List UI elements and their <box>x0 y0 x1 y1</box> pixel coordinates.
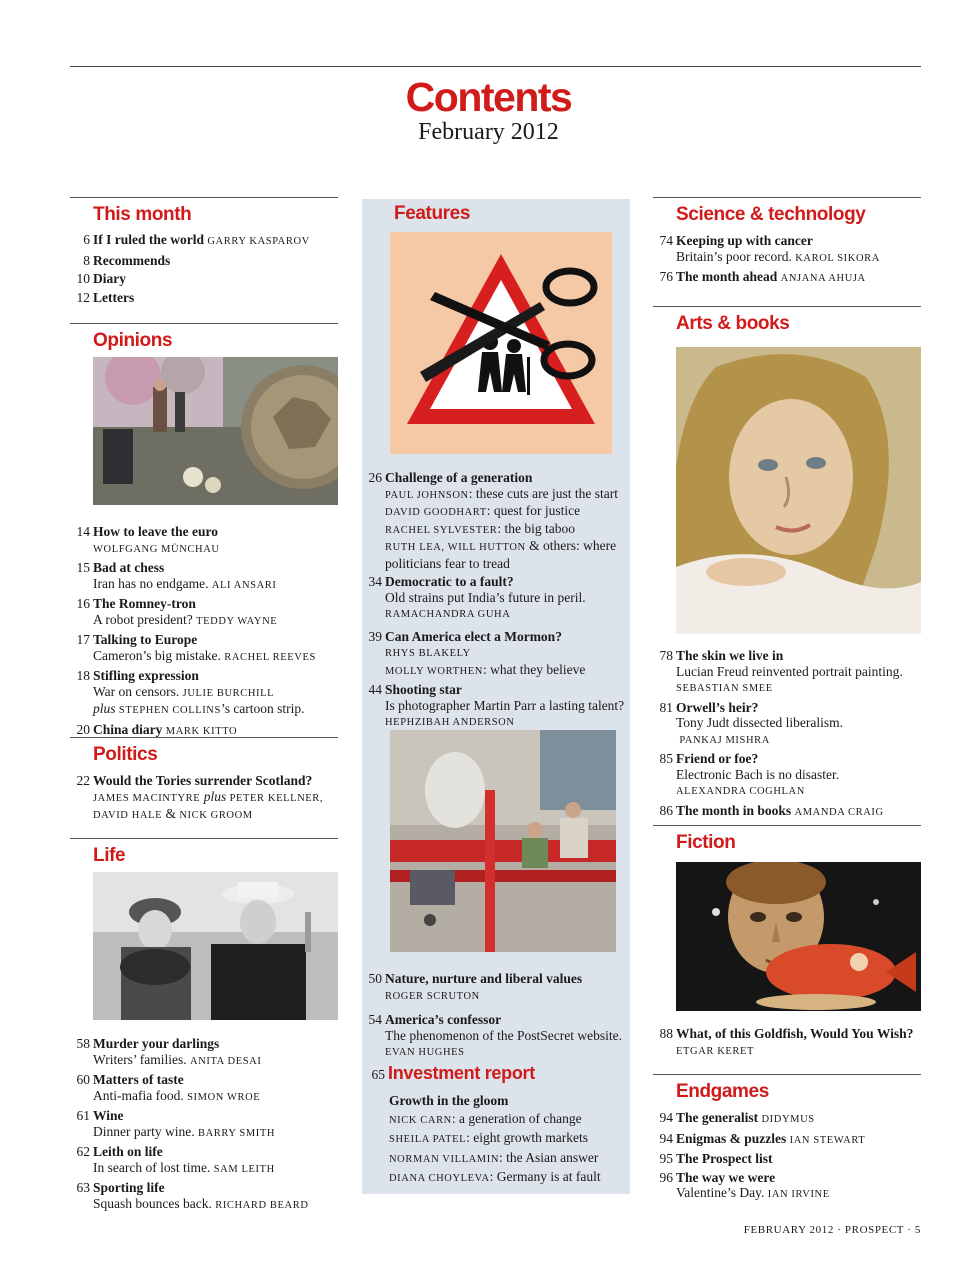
section-science <box>653 197 921 290</box>
arts-entries <box>653 648 921 823</box>
toc-entry[interactable]: 10 Diary <box>76 271 126 286</box>
opinions-photo <box>93 357 338 505</box>
toc-entry[interactable]: 8 Recommends <box>83 252 171 268</box>
life-photo <box>93 872 338 1020</box>
investment-line[interactable]: SHEILA PATEL: eight growth markets <box>389 1130 588 1145</box>
life-entries <box>70 1036 338 1216</box>
middle-column <box>362 199 630 1194</box>
toc-entry[interactable]: 61 Wine Dinner party wine. BARRY SMITH <box>76 1108 276 1139</box>
investment-report <box>362 1063 630 1188</box>
section-arts <box>653 306 921 336</box>
section-heading: Science & technology <box>676 204 866 225</box>
toc-entry[interactable]: 44 Shooting star Is photographer Martin Parr a lasting talent? HEPHZIBAH ANDERSON <box>368 682 625 728</box>
toc-entry[interactable]: 62 Leith on life In search of lost time. SAM LEITH <box>76 1144 275 1175</box>
section-life <box>70 838 338 868</box>
toc-entry[interactable]: 94 The generalist DIDYMUS <box>659 1110 815 1125</box>
toc-entry[interactable]: 22 Would the Tories surrender Scotland? JAMES MACINTYRE plus PETER KELLNER, DAVID HALE & NICK GROOM <box>76 773 324 821</box>
toc-entry[interactable]: 15 Bad at chess Iran has no endgame. ALI ANSARI <box>76 560 277 591</box>
features-entries-bottom <box>362 971 630 1064</box>
section-endgames <box>653 1074 921 1206</box>
toc-entry[interactable]: 58 Murder your darlings Writers’ families. ANITA DESAI <box>76 1036 262 1067</box>
page-title: Contents <box>405 74 572 120</box>
toc-entry[interactable]: 78 The skin we live in Lucian Freud reinvented portrait painting. SEBASTIAN SMEE <box>659 648 903 694</box>
toc-entry[interactable]: 54 America’s confessor The phenomenon of the PostSecret website. EVAN HUGHES <box>368 1012 622 1058</box>
investment-line[interactable]: DIANA CHOYLEVA: Germany is at fault <box>389 1169 601 1184</box>
section-heading: Arts & books <box>676 313 790 334</box>
toc-entry[interactable]: 50 Nature, nurture and liberal values ROGER SCRUTON <box>368 971 583 1002</box>
section-fiction <box>653 825 921 855</box>
toc-entry[interactable]: 34 Democratic to a fault? Old strains put India’s future in peril. RAMACHANDRA GUHA <box>368 574 586 620</box>
investment-title[interactable]: Growth in the gloom <box>389 1093 509 1108</box>
toc-entry[interactable]: 12 Letters <box>76 289 135 305</box>
toc-entry[interactable]: 88 What, of this Goldfish, Would You Wish? ETGAR KERET <box>659 1026 914 1057</box>
investment-heading: Investment report <box>388 1063 535 1083</box>
section-heading: This month <box>93 204 192 225</box>
toc-entry[interactable]: 74 Keeping up with cancer Britain’s poor record. KAROL SIKORA <box>659 233 880 264</box>
toc-entry[interactable]: 95 The Prospect list <box>659 1151 773 1166</box>
left-column <box>70 0 338 1280</box>
toc-entry[interactable]: 16 The Romney-tron A robot president? TEDDY WAYNE <box>76 596 278 627</box>
toc-entry[interactable]: 20 China diary MARK KITTO <box>76 721 238 737</box>
opinions-entries <box>70 524 338 742</box>
section-heading: Life <box>93 845 126 866</box>
toc-entry[interactable]: 94 Enigmas & puzzles IAN STEWART <box>659 1130 866 1146</box>
toc-entry[interactable]: 81 Orwell’s heir? Tony Judt dissected liberalism. PANKAJ MISHRA <box>659 699 844 746</box>
section-heading: Features <box>394 203 471 224</box>
issue-date: February 2012 <box>418 119 559 145</box>
section-heading: Endgames <box>676 1081 769 1102</box>
investment-line[interactable]: NORMAN VILLAMIN: the Asian answer <box>389 1149 599 1165</box>
toc-entry[interactable]: 86 The month in books AMANDA CRAIG <box>659 802 884 818</box>
right-column <box>653 0 921 1280</box>
toc-entry[interactable]: 26 Challenge of a generation PAUL JOHNSON: these cuts are just the start DAVID GOODHART: quest for justice RACHEL SYLVESTER: the big taboo RUTH LEA, WILL HUTTON & others: where politicians fear to tread <box>368 470 618 571</box>
features-photo <box>390 730 616 952</box>
investment-line[interactable]: NICK CARN: a generation of change <box>389 1110 582 1126</box>
investment-page: 65 <box>371 1067 385 1082</box>
fiction-artwork <box>676 862 921 1011</box>
section-heading: Fiction <box>676 832 736 853</box>
fiction-entries <box>653 1026 921 1062</box>
features-entries-top <box>362 470 630 734</box>
toc-entry[interactable]: 63 Sporting life Squash bounces back. RICHARD BEARD <box>76 1180 309 1211</box>
toc-entry[interactable]: 18 Stifling expression War on censors. JULIE BURCHILL plus STEPHEN COLLINS’s cartoon strip. <box>76 668 305 716</box>
section-heading: Opinions <box>93 330 173 351</box>
toc-entry[interactable]: 6 If I ruled the world GARRY KASPAROV <box>83 232 310 247</box>
toc-entry[interactable]: 39 Can America elect a Mormon? RHYS BLAKELY MOLLY WORTHEN: what they believe <box>368 628 586 677</box>
arts-portrait <box>676 347 921 634</box>
page-footer: FEBRUARY 2012 · PROSPECT · 5 <box>743 1224 921 1236</box>
toc-entry[interactable]: 76 The month ahead ANJANA AHUJA <box>659 269 866 284</box>
section-heading: Politics <box>93 744 158 765</box>
toc-entry[interactable]: 14 How to leave the euro WOLFGANG MÜNCHAU <box>76 524 220 555</box>
section-politics <box>70 737 338 827</box>
toc-entry[interactable]: 85 Friend or foe? Electronic Bach is no disaster. ALEXANDRA COGHLAN <box>659 751 840 797</box>
toc-entry[interactable]: 60 Matters of taste Anti-mafia food. SIMON WROE <box>76 1072 261 1103</box>
features-illustration <box>390 232 612 454</box>
toc-entry[interactable]: 96 The way we were Valentine’s Day. IAN IRVINE <box>659 1169 830 1200</box>
section-opinions <box>70 323 338 353</box>
toc-entry[interactable]: 17 Talking to Europe Cameron’s big mistake. RACHEL REEVES <box>76 632 316 663</box>
section-this-month <box>70 197 338 308</box>
